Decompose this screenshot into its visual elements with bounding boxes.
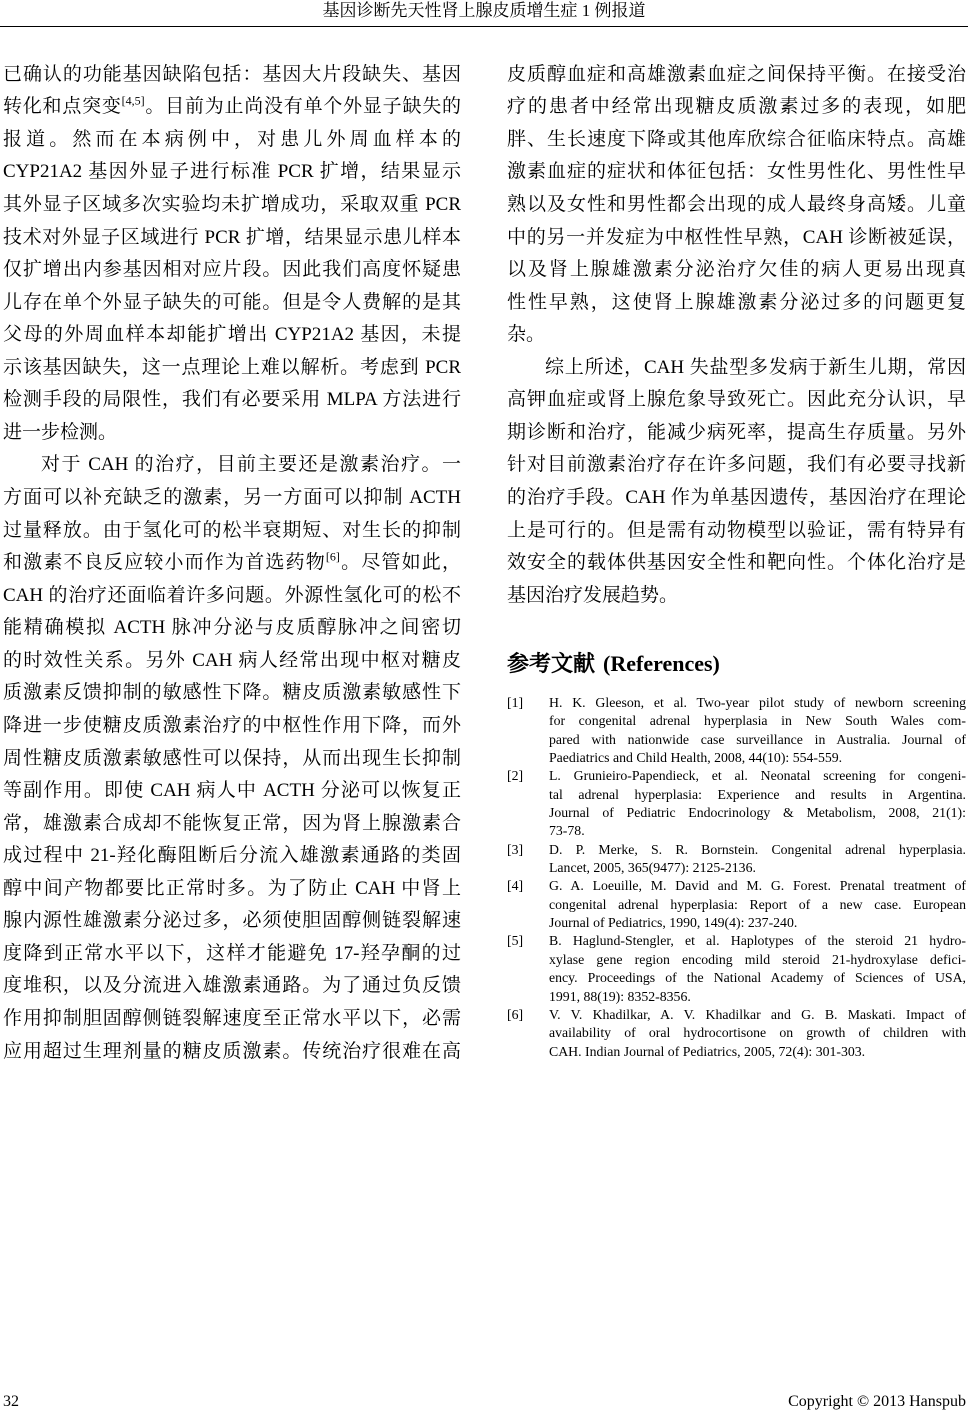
paragraph bbox=[507, 59, 966, 352]
text-segment: 。尽管如此， bbox=[339, 552, 461, 574]
body-text-line: 熟以及女性和男性都会出现的成人最终身高矮。儿童 bbox=[507, 193, 966, 215]
right-column bbox=[507, 59, 966, 613]
reference-text-line: ency. Proceedings of the National Academy of Sciences of USA, bbox=[549, 970, 966, 986]
reference-text-line: D. P. Merke, S. R. Bornstein. Congenital adrenal hyperplasia. bbox=[549, 841, 966, 857]
body-text-line: 报道。然而在本病例中，对患儿外周血样本的 bbox=[3, 128, 461, 150]
body-text-line bbox=[3, 91, 461, 124]
reference-text-line: V. V. Khadilkar, A. V. Khadilkar and G. B. Maskati. Impact of bbox=[549, 1006, 966, 1022]
reference-item bbox=[507, 694, 966, 767]
reference-text-line: tal adrenal hyperplasia: Experience and results in Argentina. bbox=[549, 786, 966, 802]
reference-text bbox=[549, 1006, 966, 1061]
body-text-line: 激素血症的症状和体征包括：女性男性化、男性性早 bbox=[507, 161, 966, 183]
body-text-line: 针对目前激素治疗存在许多问题，我们有必要寻找新 bbox=[507, 454, 966, 476]
reference-item bbox=[507, 877, 966, 932]
paragraph bbox=[3, 59, 461, 450]
body-text-line: 上是可行的。但是需有动物模型以验证，需有特异有 bbox=[507, 519, 966, 541]
text-segment: 。目前为止尚没有单个外显子缺失的 bbox=[144, 96, 461, 118]
reference-text-line: H. K. Gleeson, et al. Two-year pilot study of newborn screening bbox=[549, 695, 966, 710]
body-text-line: 以及肾上腺雄激素分泌治疗欠佳的病人更易出现真 bbox=[507, 259, 966, 281]
body-text-line: 父母的外周血样本却能扩增出 CYP21A2 基因，未提 bbox=[3, 324, 461, 346]
reference-text bbox=[549, 841, 966, 878]
reference-label: [6] bbox=[507, 1006, 524, 1022]
body-text-line: 对于 CAH 的治疗，目前主要还是激素治疗。一 bbox=[41, 454, 461, 476]
paragraph bbox=[3, 449, 461, 1068]
body-text-line: 度堆积，以及分流进入雄激素通路。为了通过负反馈 bbox=[3, 975, 461, 997]
body-text-line: 等副作用。即使 CAH 病人中 ACTH 分泌可以恢复正 bbox=[3, 780, 461, 802]
body-text-line: 示该基因缺失，这一点理论上难以解析。考虑到 PCR bbox=[3, 356, 461, 378]
reference-text-line: 1991, 88(19): 8352-8356. bbox=[549, 988, 691, 1004]
text-segment: 和激素不良反应较小而作为首选药物 bbox=[3, 552, 326, 574]
body-text-line: CYP21A2 基因外显子进行标准 PCR 扩增，结果显示 bbox=[3, 161, 461, 183]
body-text-line: 皮质醇血症和高雄激素血症之间保持平衡。在接受治 bbox=[507, 63, 966, 85]
body-text-line: 降进一步使糖皮质激素治疗的中枢性作用下降，而外 bbox=[3, 714, 461, 736]
reference-item bbox=[507, 767, 966, 840]
reference-text bbox=[549, 694, 966, 767]
body-text-line: 作用抑制胆固醇侧链裂解速度至正常水平以下，必需 bbox=[3, 1008, 461, 1029]
reference-text-line: B. Haglund-Stengler, et al. Haplotypes of the steroid 21 hydro- bbox=[549, 933, 966, 949]
reference-text-line: congenital adrenal hyperplasia: Report of a new case. European bbox=[549, 896, 966, 912]
citation-superscript: [6] bbox=[325, 549, 340, 564]
references-heading-en: (References) bbox=[603, 651, 720, 676]
body-text-line: 周性糖皮质激素敏感性可以保持，从而出现生长抑制 bbox=[3, 747, 461, 769]
reference-text-line: Journal of Pediatrics, 1990, 149(4): 237-240. bbox=[549, 915, 798, 931]
body-text-line: CAH 的治疗还面临着许多问题。外源性氢化可的松不 bbox=[3, 584, 461, 606]
reference-text bbox=[549, 932, 966, 1005]
reference-text-line: availability of oral hydrocortisone on growth of children with bbox=[549, 1025, 966, 1041]
body-text-line: 中的另一并发症为中枢性性早熟，CAH 诊断被延误， bbox=[507, 226, 966, 248]
body-text-line: 的治疗手段。CAH 作为单基因遗传，基因治疗在理论 bbox=[507, 487, 966, 508]
left-column bbox=[3, 59, 461, 1068]
body-text-line: 效安全的载体供基因安全性和靶向性。个体化治疗是 bbox=[507, 552, 966, 574]
reference-text bbox=[549, 767, 966, 840]
reference-list bbox=[507, 694, 966, 1061]
body-text-line: 质激素反馈抑制的敏感性下降。糖皮质激素敏感性下 bbox=[3, 682, 461, 704]
reference-item bbox=[507, 932, 966, 1005]
body-text-line: 过量释放。由于氢化可的松半衰期短、对生长的抑制 bbox=[3, 519, 461, 541]
body-text-line: 进一步检测。 bbox=[3, 421, 118, 443]
reference-text-line: Journal of Pediatric Endocrinology & Metabolism, 2008, 21(1): bbox=[549, 805, 966, 821]
body-text-line: 杂。 bbox=[507, 324, 546, 346]
reference-text-line: Lancet, 2005, 365(9477): 2125-2136. bbox=[549, 860, 756, 876]
body-text-line: 应用超过生理剂量的糖皮质激素。传统治疗很难在高 bbox=[3, 1040, 461, 1062]
references-heading bbox=[507, 651, 720, 677]
reference-text-line: 73-78. bbox=[549, 823, 585, 839]
reference-label: [2] bbox=[507, 768, 524, 784]
body-text-line: 检测手段的局限性，我们有必要采用 MLPA 方法进行 bbox=[3, 389, 461, 411]
header-rule bbox=[0, 26, 968, 27]
body-text-line: 疗的患者中经常出现糖皮质激素过多的表现，如肥 bbox=[507, 96, 966, 118]
body-text-line: 综上所述，CAH 失盐型多发病于新生儿期，常因 bbox=[545, 356, 966, 378]
reference-text-line: L. Grunieiro-Papendieck, et al. Neonatal screening for congeni- bbox=[549, 768, 966, 784]
running-header: 基因诊断先天性肾上腺皮质增生症 1 例报道 bbox=[322, 1, 646, 20]
body-text-line bbox=[3, 547, 461, 580]
body-text-line: 方面可以补充缺乏的激素，另一方面可以抑制 ACTH bbox=[3, 487, 461, 508]
citation-superscript: [4,5] bbox=[121, 93, 145, 108]
reference-label: [3] bbox=[507, 841, 524, 857]
body-text-line: 胖、生长速度下降或其他库欣综合征临床特点。高雄 bbox=[507, 128, 966, 150]
reference-item bbox=[507, 1006, 966, 1061]
body-text-line: 性性早熟，这使肾上腺雄激素分泌过多的问题更复 bbox=[507, 291, 966, 313]
body-text-line: 能精确模拟 ACTH 脉冲分泌与皮质醇脉冲之间密切 bbox=[3, 617, 461, 639]
body-text-line: 醇中间产物都要比正常时多。为了防止 CAH 中肾上 bbox=[3, 877, 461, 899]
body-text-line: 仅扩增出内参基因相对应片段。因此我们高度怀疑患 bbox=[3, 259, 461, 281]
body-text-line: 已确认的功能基因缺陷包括：基因大片段缺失、基因 bbox=[3, 63, 461, 85]
body-text-line: 度降到正常水平以下，这样才能避免 17-羟孕酮的过 bbox=[3, 942, 461, 964]
page-number: 32 bbox=[3, 1393, 19, 1410]
reference-text bbox=[549, 877, 966, 932]
body-text-line: 的时效性关系。另外 CAH 病人经常出现中枢对糖皮 bbox=[3, 649, 461, 671]
body-text-line: 基因治疗发展趋势。 bbox=[507, 584, 679, 606]
reference-text-line: xylase gene region encoding mild steroid 21-hydroxylase defici- bbox=[549, 951, 966, 967]
reference-label: [1] bbox=[507, 695, 524, 710]
reference-item bbox=[507, 841, 966, 878]
body-text-line: 腺内源性雄激素分泌过多，必须使胆固醇侧链裂解速 bbox=[3, 910, 461, 932]
body-text-line: 成过程中 21-羟化酶阻断后分流入雄激素通路的类固 bbox=[3, 845, 461, 867]
reference-text-line: pared with nationwide case surveillance in Australia. Journal of bbox=[549, 731, 966, 747]
paragraph bbox=[507, 352, 966, 613]
reference-label: [4] bbox=[507, 878, 524, 894]
body-text-line: 儿存在单个外显子缺失的可能。但是令人费解的是其 bbox=[3, 291, 461, 313]
body-text-line: 常，雄激素合成却不能恢复正常，因为肾上腺激素合 bbox=[3, 812, 461, 834]
copyright-notice: Copyright © 2013 Hanspub bbox=[788, 1393, 966, 1410]
reference-text-line: CAH. Indian Journal of Pediatrics, 2005, 72(4): 301-303. bbox=[549, 1043, 866, 1059]
body-text-line: 其外显子区域多次实验均未扩增成功，采取双重 PCR bbox=[3, 193, 461, 215]
references-heading-zh: 参考文献 bbox=[507, 651, 596, 676]
body-text-line: 技术对外显子区域进行 PCR 扩增，结果显示患儿样本 bbox=[3, 226, 461, 248]
reference-text-line: Paediatrics and Child Health, 2008, 44(10): 554-559. bbox=[549, 750, 843, 766]
body-text-line: 期诊断和治疗，能减少病死率，提高生存质量。另外 bbox=[507, 421, 966, 443]
reference-label: [5] bbox=[507, 933, 524, 949]
body-text-line: 高钾血症或肾上腺危象导致死亡。因此充分认识，早 bbox=[507, 389, 966, 411]
reference-text-line: G. A. Loeuille, M. David and M. G. Forest. Prenatal treatment of bbox=[549, 878, 966, 894]
reference-text-line: for congenital adrenal hyperplasia in New South Wales com- bbox=[549, 713, 966, 729]
text-segment: 转化和点突变 bbox=[3, 96, 122, 118]
